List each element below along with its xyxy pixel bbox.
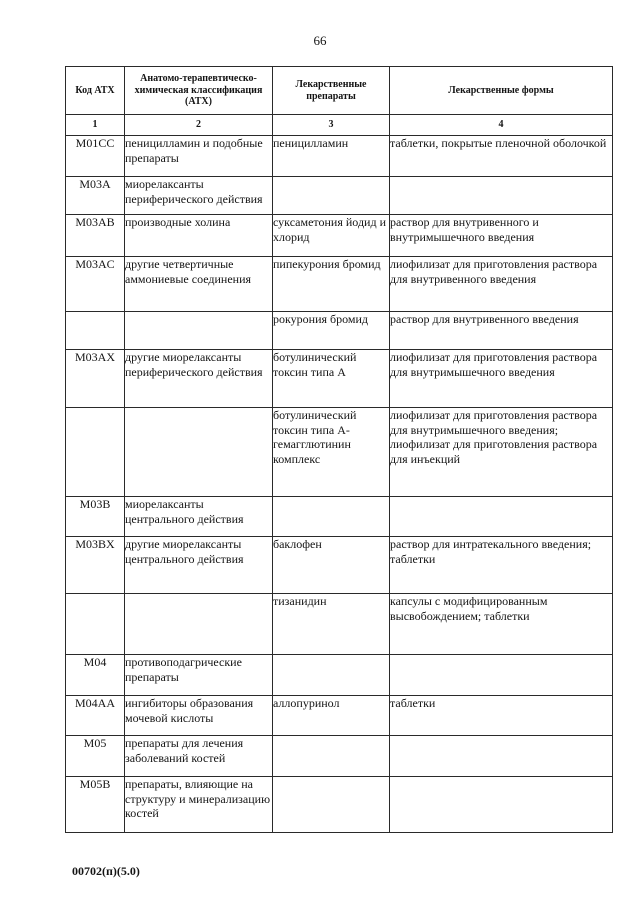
drug-name-cell: ботулинический токсин типа А-гемагглютинин комплекс (273, 408, 390, 497)
atx-code-cell: M05 (66, 736, 125, 777)
header-drugs: Лекарственные препараты (273, 67, 390, 115)
table-row (66, 136, 613, 177)
atx-classification-cell: другие четвертичные аммониевые соединения (125, 257, 273, 312)
table-row (66, 257, 613, 312)
drug-name-cell (273, 497, 390, 537)
atx-code-cell: M03B (66, 497, 125, 537)
dosage-form-cell: раствор для интратекального введения; таблетки (390, 537, 613, 594)
atx-classification-cell (125, 408, 273, 497)
drug-name-cell (273, 736, 390, 777)
document-code-footer: 00702(п)(5.0) (72, 864, 140, 878)
atx-classification-cell: противоподагрические препараты (125, 655, 273, 696)
atx-code-cell: M03AC (66, 257, 125, 312)
atx-code-cell: M04 (66, 655, 125, 696)
column-number: 2 (125, 115, 273, 136)
drug-name-cell: рокурония бромид (273, 312, 390, 350)
header-atx-code: Код АТХ (66, 67, 125, 115)
atx-classification-cell (125, 312, 273, 350)
atx-classification-cell: другие миорелаксанты периферического действия (125, 350, 273, 408)
atx-drug-table (65, 66, 613, 833)
drug-name-cell: тизанидин (273, 594, 390, 655)
table-row (66, 350, 613, 408)
atx-classification-cell: ингибиторы образования мочевой кислоты (125, 696, 273, 736)
atx-code-cell: M01CC (66, 136, 125, 177)
column-number: 4 (390, 115, 613, 136)
page-number: 66 (313, 33, 327, 48)
drug-name-cell (273, 777, 390, 833)
atx-code-cell: M03BX (66, 537, 125, 594)
column-number: 1 (66, 115, 125, 136)
table-row (66, 777, 613, 833)
atx-code-cell (66, 312, 125, 350)
dosage-form-cell: лиофилизат для приготовления раствора для внутримышечного введения; лиофилизат для приготовления раствора для инъекций (390, 408, 613, 497)
atx-classification-cell (125, 594, 273, 655)
atx-code-cell: M03AB (66, 215, 125, 257)
dosage-form-cell (390, 777, 613, 833)
atx-classification-cell: миорелаксанты центрального действия (125, 497, 273, 537)
atx-classification-cell: препараты, влияющие на структуру и минерализацию костей (125, 777, 273, 833)
atx-code-cell (66, 594, 125, 655)
column-number-row (66, 115, 613, 136)
table-row (66, 537, 613, 594)
atx-code-cell: M05B (66, 777, 125, 833)
dosage-form-cell: капсулы с модифицированным высвобождением; таблетки (390, 594, 613, 655)
header-atx-classification: Анатомо-терапевтическо-химическая классификация (АТХ) (125, 67, 273, 115)
dosage-form-cell (390, 497, 613, 537)
drug-name-cell: аллопуринол (273, 696, 390, 736)
drug-name-cell (273, 177, 390, 215)
atx-classification-cell: производные холина (125, 215, 273, 257)
dosage-form-cell (390, 736, 613, 777)
dosage-form-cell (390, 655, 613, 696)
header-dosage-forms: Лекарственные формы (390, 67, 613, 115)
drug-name-cell: пеницилламин (273, 136, 390, 177)
table-row (66, 655, 613, 696)
drug-name-cell: суксаметония йодид и хлорид (273, 215, 390, 257)
drug-name-cell: баклофен (273, 537, 390, 594)
dosage-form-cell: таблетки, покрытые пленочной оболочкой (390, 136, 613, 177)
drug-name-cell: ботулинический токсин типа А (273, 350, 390, 408)
atx-classification-cell: пеницилламин и подобные препараты (125, 136, 273, 177)
column-number: 3 (273, 115, 390, 136)
atx-classification-cell: миорелаксанты периферического действия (125, 177, 273, 215)
table-row (66, 177, 613, 215)
dosage-form-cell: лиофилизат для приготовления раствора для внутримышечного введения (390, 350, 613, 408)
atx-classification-cell: препараты для лечения заболеваний костей (125, 736, 273, 777)
table-row (66, 408, 613, 497)
drug-name-cell: пипекурония бромид (273, 257, 390, 312)
drug-name-cell (273, 655, 390, 696)
dosage-form-cell: раствор для внутривенного и внутримышечного введения (390, 215, 613, 257)
atx-code-cell (66, 408, 125, 497)
atx-code-cell: M03A (66, 177, 125, 215)
dosage-form-cell: лиофилизат для приготовления раствора для внутривенного введения (390, 257, 613, 312)
table-row (66, 215, 613, 257)
table-row (66, 696, 613, 736)
table-row (66, 312, 613, 350)
table-row (66, 594, 613, 655)
atx-classification-cell: другие миорелаксанты центрального действия (125, 537, 273, 594)
atx-code-cell: M04AA (66, 696, 125, 736)
table-header-row (66, 67, 613, 115)
atx-code-cell: M03AX (66, 350, 125, 408)
dosage-form-cell (390, 177, 613, 215)
dosage-form-cell: раствор для внутривенного введения (390, 312, 613, 350)
table-row (66, 497, 613, 537)
table-row (66, 736, 613, 777)
dosage-form-cell: таблетки (390, 696, 613, 736)
